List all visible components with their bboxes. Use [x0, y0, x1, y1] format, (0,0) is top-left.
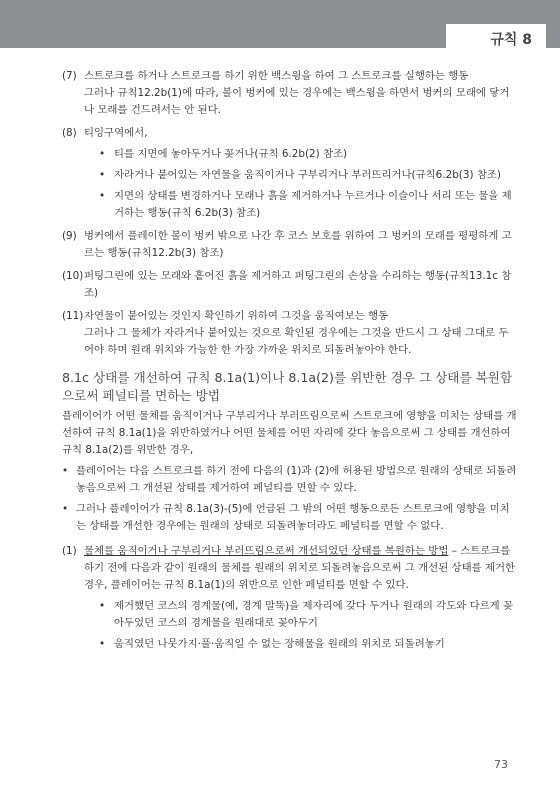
list-item: [62, 228, 518, 262]
item-text: 티잉구역에서,: [84, 127, 148, 139]
item-number: (8): [62, 127, 77, 139]
list-item: [62, 125, 518, 222]
bullet-item: • 자라거나 붙어있는 자연물을 움직이거나 구부리거나 부러뜨리거나(규칙6.2b(3) 참조): [88, 167, 518, 184]
item-number: (9): [62, 230, 77, 242]
list-item: [62, 268, 518, 302]
item-text: 퍼팅그린에 있는 모래와 흩어진 흙을 제거하고 퍼팅그린의 손상을 수리하는 행동(규칙13.1c 참조): [84, 270, 512, 299]
item-text: [84, 543, 518, 594]
bullet-item: • 티를 지면에 놓아두거나 꽂거나(규칙 6.2b(2) 참조): [88, 146, 518, 163]
item-number: (10): [62, 270, 84, 282]
list-item: [62, 308, 518, 359]
item-text: 자연물이 붙어있는 것인지 확인하기 위하여 그것을 움직여보는 행동: [84, 310, 389, 322]
item-number: (11): [62, 310, 84, 322]
item-title: 물체를 움직이거나 구부리거나 부러뜨림으로써 개선되었던 상태를 복원하는 방법: [84, 545, 449, 557]
bullet-item: • 플레이어는 다음 스트로크를 하기 전에 다음의 (1)과 (2)에 허용된 방법으로 원래의 상태로 되돌려놓음으로써 그 개선된 상태를 제거하여 페널티를 면할 수 있다.: [62, 463, 518, 497]
section-heading: 8.1c 상태를 개선하여 규칙 8.1a(1)이나 8.1a(2)를 위반한 경우 그 상태를 복원함으로써 페널티를 면하는 방법: [62, 370, 513, 403]
item-body: – 스트로크를 하기 전에 다음과 같이 원래의 물체를 원래의 위치로 되돌려놓음으로써 그 개선된 상태를 제거한 경우, 플레이어는 규칙 8.1a(1)의 위반으로 인한 페널티를 면할 수 있다.: [84, 545, 516, 591]
section-intro: 플레이어가 어떤 물체를 움직이거나 구부리거나 부러뜨림으로써 스트로크에 영향을 미치는 상태를 개선하여 규칙 8.1a(1)을 위반하였거나 어떤 물체를 어떤 자리에 갖다 놓음으로써 그 상태를 개선하여 규칙 8.1a(2)를 위반한 경우,: [62, 410, 517, 456]
page-content: [62, 68, 518, 653]
item-number: (1): [62, 545, 77, 557]
list-item: [62, 543, 518, 653]
bullet-item: • 그러나 플레이어가 규칙 8.1a(3)-(5)에 언급된 그 밖의 어떤 행동으로든 스트로크에 영향을 미치는 상태를 개선한 경우에는 원래의 상태로 되돌려놓더라도 페널티를 면할 수 없다.: [62, 501, 518, 535]
item-text: 스트로크를 하거나 스트로크를 하기 위한 백스윙을 하여 그 스트로크를 실행하는 행동: [84, 70, 469, 82]
item-subtext: 그러나 그 물체가 자라거나 붙어있는 것으로 확인된 경우에는 그것을 반드시 그 상태 그대로 두어야 하며 원래 위치와 가능한 한 가장 가까운 위치로 되돌려놓아야 한다.: [84, 327, 509, 356]
item-number: (7): [62, 70, 77, 82]
bullet-item: • 움직였던 나뭇가지·풀·움직일 수 없는 장해물을 원래의 위치로 되돌려놓기: [88, 636, 518, 653]
rule-tab: 규칙 8: [446, 24, 546, 52]
bullet-item: • 지면의 상태를 변경하거나 모래나 흙을 제거하거나 누르거나 이슬이나 서리 또는 물을 제거하는 행동(규칙 6.2b(3) 참조): [88, 188, 518, 222]
list-item: [62, 68, 518, 119]
page-number: 73: [494, 758, 508, 771]
bullet-item: • 제거했던 코스의 경계물(예, 경계 말뚝)을 제자리에 갖다 두거나 원래의 각도와 다르게 꽂아두었던 코스의 경계물을 원래대로 꽂아두기: [88, 598, 518, 632]
item-subtext: 그러나 규칙12.2b(1)에 따라, 볼이 벙커에 있는 경우에는 백스윙을 하면서 벙커의 모래에 닿거나 모래를 건드려서는 안 된다.: [84, 87, 510, 116]
item-text: 벙커에서 플레이한 볼이 벙커 밖으로 나간 후 코스 보호를 위하여 그 벙커의 모래를 평평하게 고르는 행동(규칙12.2b(3) 참조): [84, 230, 512, 259]
